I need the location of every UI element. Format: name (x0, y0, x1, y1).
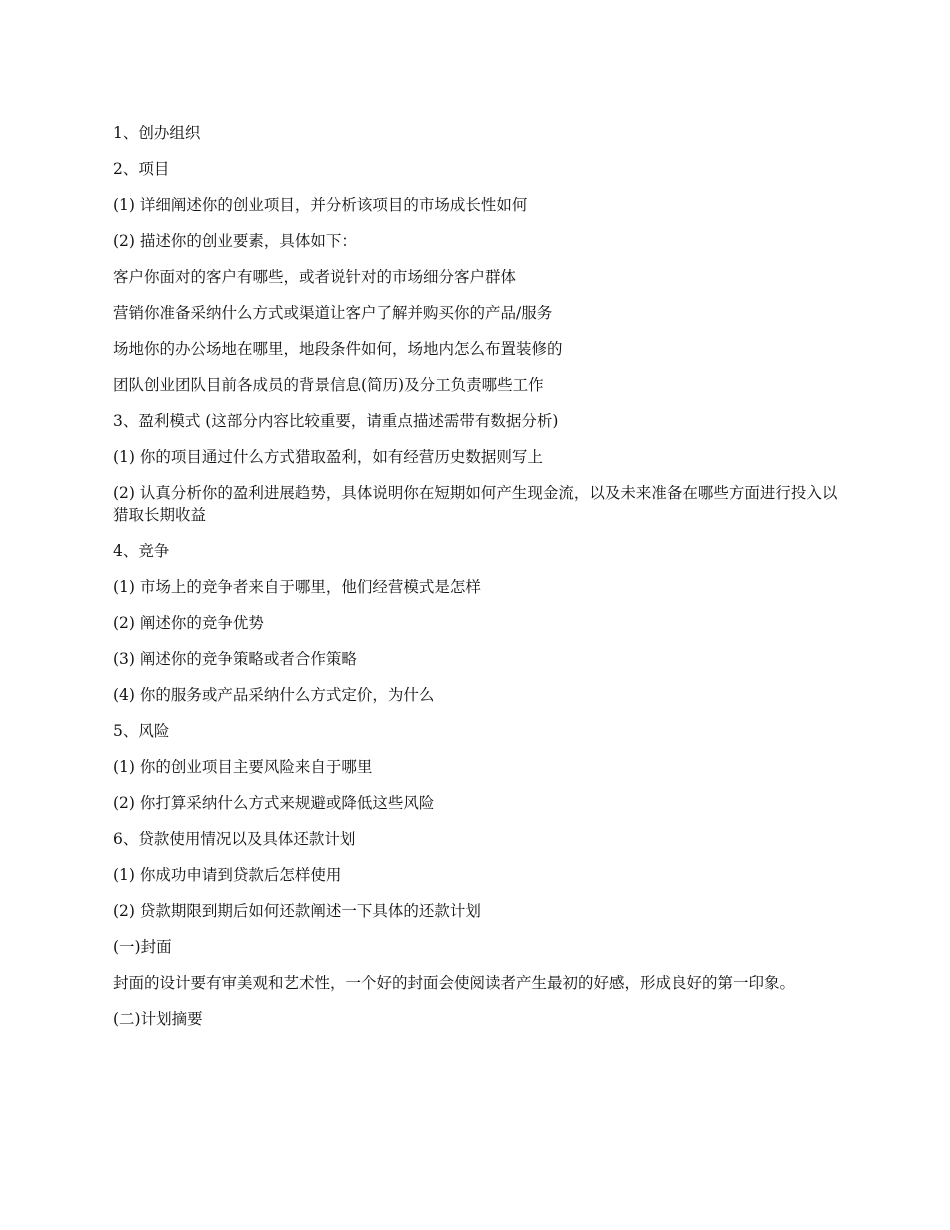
paragraph: (1) 市场上的竞争者来自于哪里，他们经营模式是怎样 (113, 578, 481, 596)
section-heading-summary: (二)计划摘要 (113, 1010, 203, 1028)
paragraph: (2) 你打算采纳什么方式来规避或降低这些风险 (113, 794, 435, 812)
paragraph: (1) 详细阐述你的创业项目，并分析该项目的市场成长性如何 (113, 196, 528, 214)
paragraph: (2) 描述你的创业要素，具体如下： (113, 232, 357, 250)
paragraph: (4) 你的服务或产品采纳什么方式定价，为什么 (113, 686, 435, 704)
section-heading-organization: 1、创办组织 (113, 124, 201, 142)
section-heading-competition: 4、竞争 (113, 542, 170, 560)
paragraph: (1) 你的项目通过什么方式猎取盈利，如有经营历史数据则写上 (113, 448, 543, 466)
paragraph: (2) 贷款期限到期后如何还款阐述一下具体的还款计划 (113, 902, 481, 920)
paragraph: 场地你的办公场地在哪里，地段条件如何，场地内怎么布置装修的 (113, 340, 563, 358)
section-heading-loan: 6、贷款使用情况以及具体还款计划 (113, 830, 356, 848)
paragraph: 客户你面对的客户有哪些，或者说针对的市场细分客户群体 (113, 268, 517, 286)
paragraph: 团队创业团队目前各成员的背景信息(简历)及分工负责哪些工作 (113, 376, 544, 394)
paragraph: (3) 阐述你的竞争策略或者合作策略 (113, 650, 357, 668)
section-heading-project: 2、项目 (113, 160, 170, 178)
section-heading-risk: 5、风险 (113, 722, 170, 740)
paragraph: (2) 阐述你的竞争优势 (113, 614, 264, 632)
paragraph: (2) 认真分析你的盈利进展趋势，具体说明你在短期如何产生现金流，以及未来准备在哪些方面进行投入以猎取长期收益 (113, 484, 838, 524)
paragraph: 营销你准备采纳什么方式或渠道让客户了解并购买你的产品/服务 (113, 304, 553, 322)
section-heading-cover: (一)封面 (113, 938, 172, 956)
paragraph: 封面的设计要有审美观和艺术性，一个好的封面会使阅读者产生最初的好感，形成良好的第一印象。 (113, 974, 796, 992)
paragraph: (1) 你成功申请到贷款后怎样使用 (113, 866, 342, 884)
section-heading-profit-model: 3、盈利模式 (这部分内容比较重要，请重点描述需带有数据分析) (113, 412, 559, 430)
paragraph: (1) 你的创业项目主要风险来自于哪里 (113, 758, 373, 776)
document-body (113, 122, 843, 1044)
